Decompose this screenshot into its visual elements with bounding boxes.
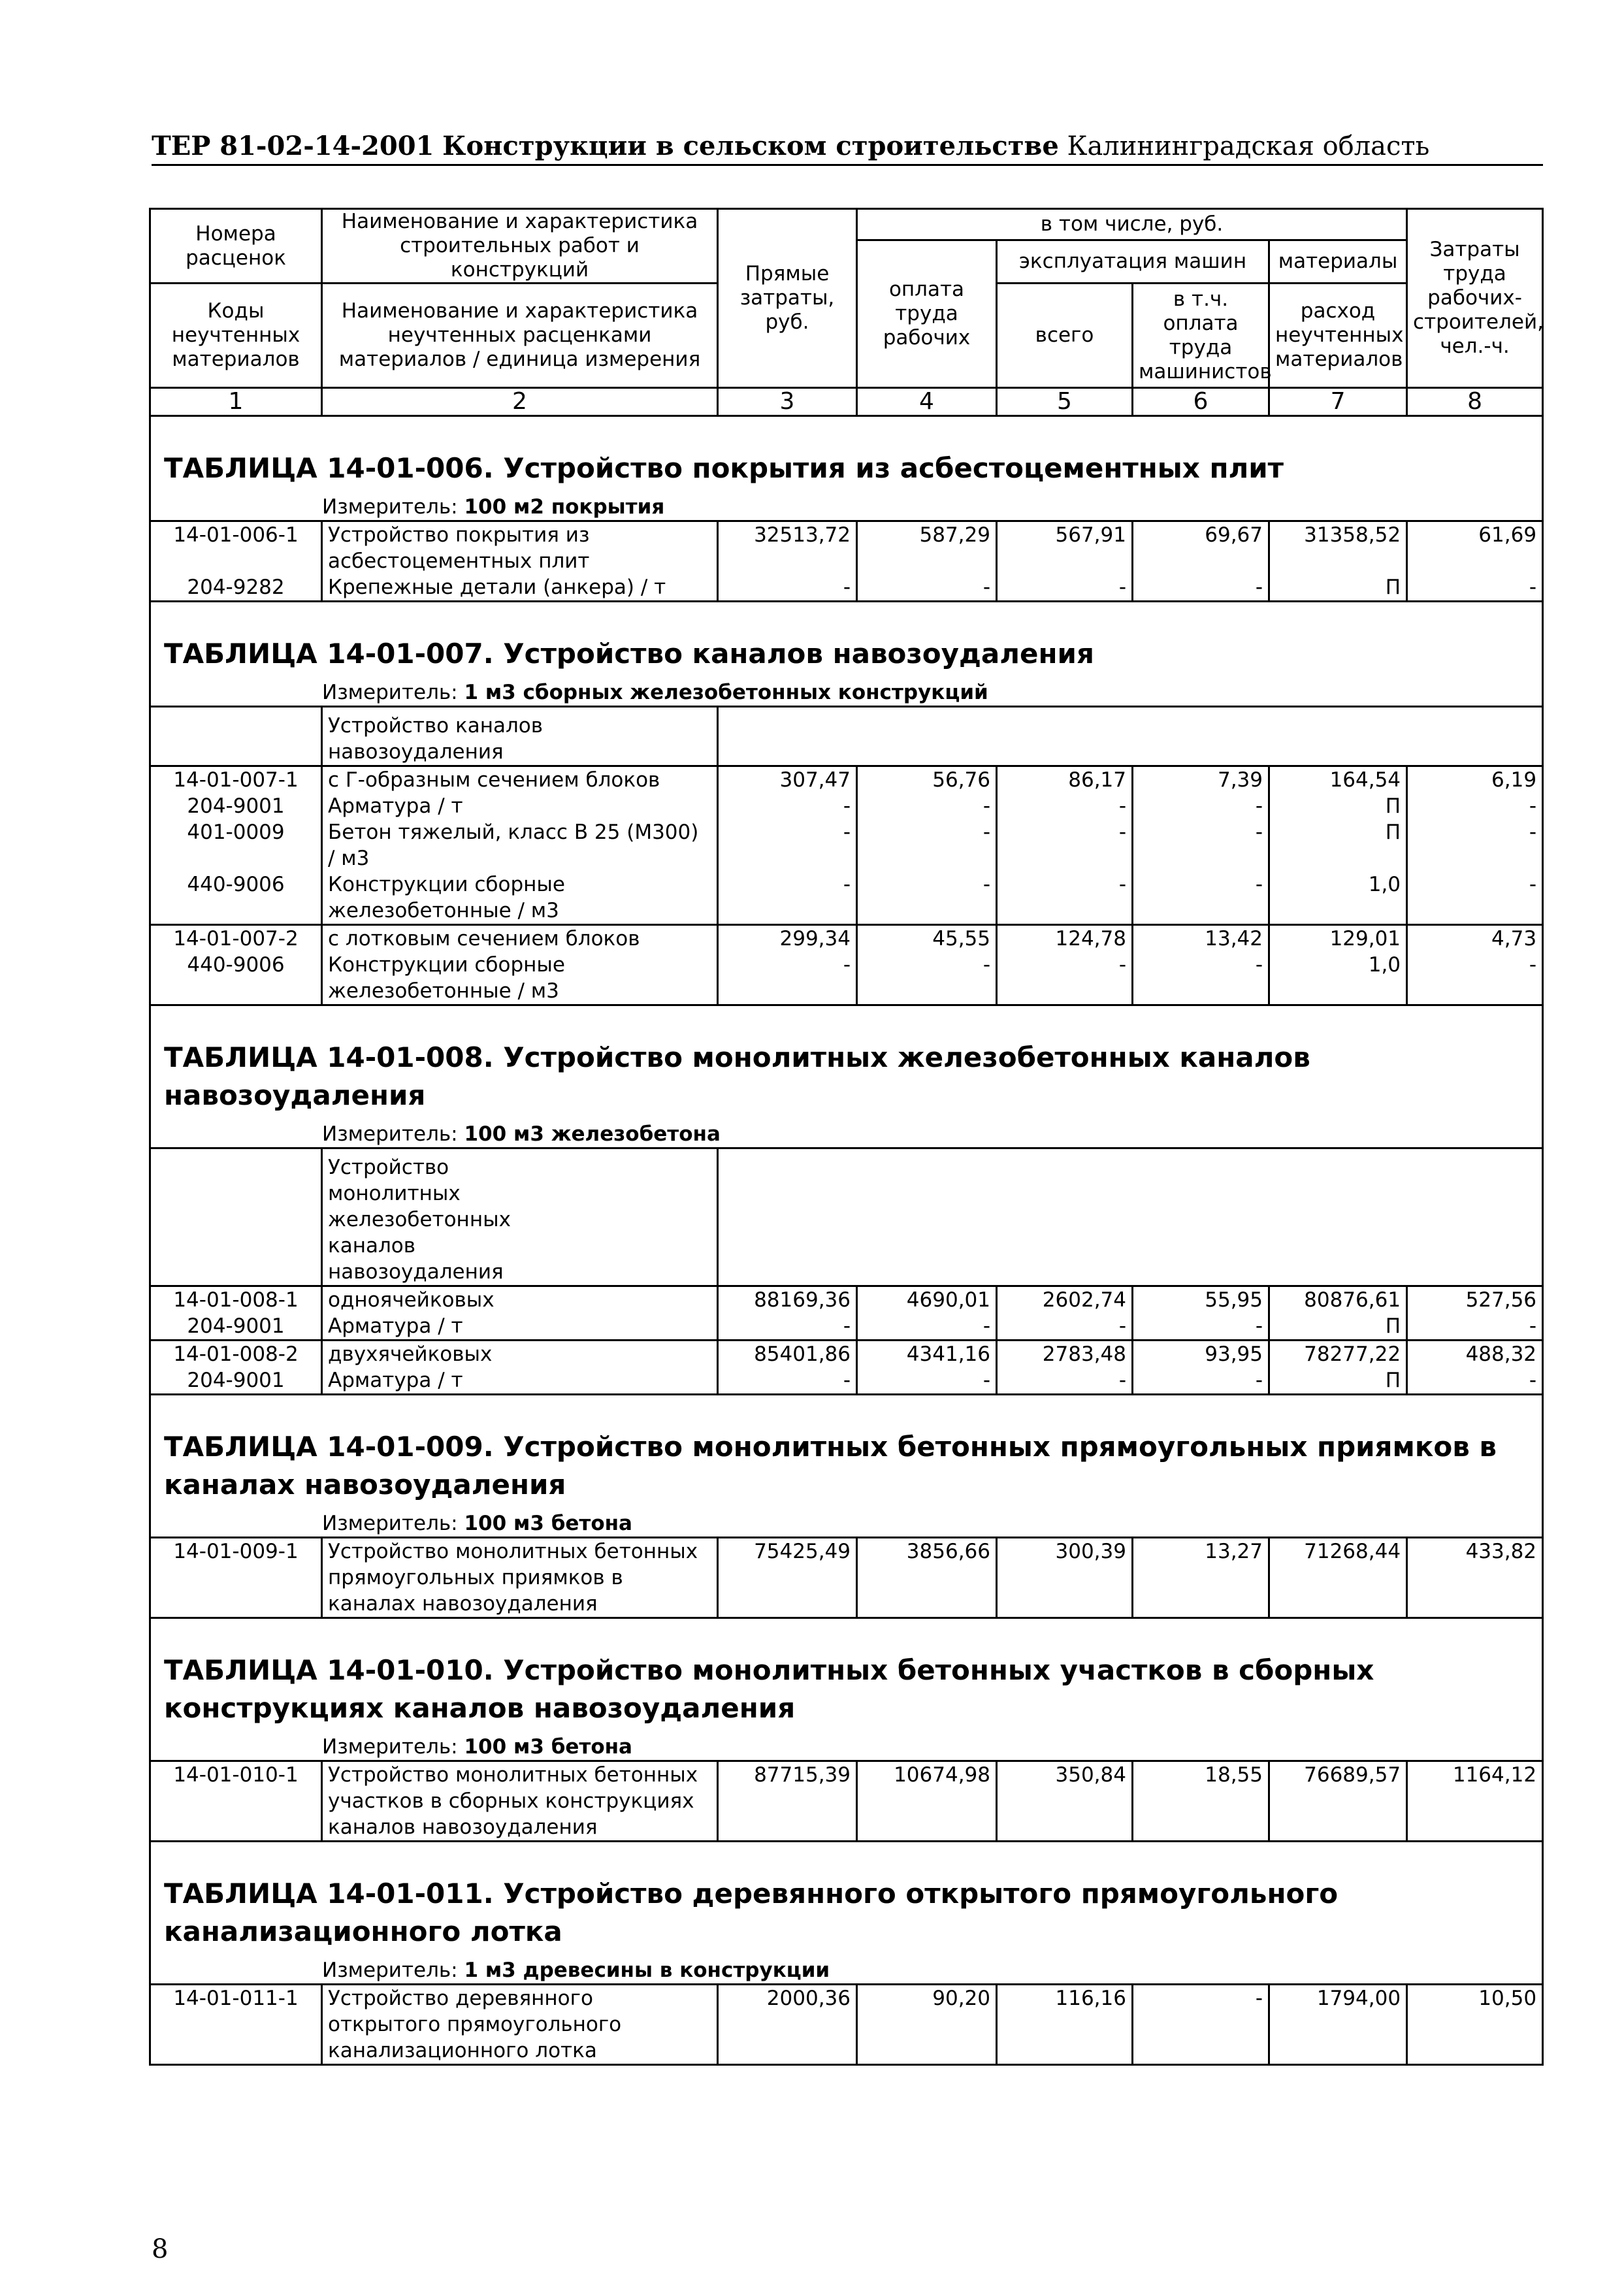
rate-code: 401-0009 (150, 819, 322, 871)
value-cell: 300,39 (997, 1538, 1133, 1618)
value-cell: 124,78 (997, 925, 1133, 952)
table-row (150, 574, 1543, 602)
value-cell: 93,95 (1133, 1341, 1269, 1368)
value-cell: - (1133, 793, 1269, 819)
group-label-row (150, 1148, 1543, 1286)
value-cell: 164,54 (1269, 766, 1407, 794)
value-cell: - (1133, 871, 1269, 925)
table-row (150, 1367, 1543, 1395)
value-cell: - (997, 819, 1133, 871)
value-cell: - (1407, 574, 1543, 602)
rates-table (149, 208, 1544, 2066)
table-row (150, 1313, 1543, 1341)
header-region: Калининградская область (1067, 131, 1430, 161)
measure-unit (150, 494, 1543, 521)
value-cell: - (718, 1367, 857, 1395)
measure-value: 100 м2 покрытия (464, 495, 665, 519)
column-number: 8 (1407, 388, 1543, 416)
measure-value: 100 м3 бетона (464, 1735, 632, 1759)
item-name: с лотковым сечением блоков (322, 925, 718, 952)
value-cell: 7,39 (1133, 766, 1269, 794)
value-cell: 69,67 (1133, 521, 1269, 575)
item-name: одноячейковых (322, 1286, 718, 1314)
value-cell: 85401,86 (718, 1341, 857, 1368)
value-cell: П (1269, 793, 1407, 819)
measure-label: Измеритель: (322, 1122, 458, 1146)
value-cell: 10674,98 (857, 1761, 997, 1842)
measure-row (150, 494, 1543, 521)
value-cell: 299,34 (718, 925, 857, 952)
col-header-material-name: Наименование и характеристика неучтенных расценками материалов / единица измерения (322, 284, 718, 388)
value-cell: 116,16 (997, 1985, 1133, 2065)
value-cell: - (857, 1367, 997, 1395)
measure-row (150, 1957, 1543, 1985)
col-header-direct-costs: Прямые затраты, руб. (718, 209, 857, 388)
value-cell: 1164,12 (1407, 1761, 1543, 1842)
empty-cell (718, 707, 1543, 766)
value-cell: П (1269, 574, 1407, 602)
value-cell: П (1269, 819, 1407, 871)
col-header-work-name: Наименование и характеристика строительных работ и конструкций (322, 209, 718, 284)
rate-code: 204-9001 (150, 1367, 322, 1395)
value-cell: - (857, 871, 997, 925)
table-title: ТАБЛИЦА 14-01-010. Устройство монолитных бетонных участков в сборных конструкциях каналов навозоудаления (150, 1618, 1543, 1734)
value-cell: 61,69 (1407, 521, 1543, 575)
rate-code: 204-9001 (150, 793, 322, 819)
table-title-row (150, 1842, 1543, 1958)
table-title-row (150, 416, 1543, 495)
measure-row (150, 1510, 1543, 1538)
item-name: с Г-образным сечением блоков (322, 766, 718, 794)
table-row (150, 925, 1543, 952)
rate-code: 14-01-011-1 (150, 1985, 322, 2065)
table-title: ТАБЛИЦА 14-01-011. Устройство деревянного открытого прямоугольного канализационного лотка (150, 1842, 1543, 1958)
value-cell: П (1269, 1367, 1407, 1395)
empty-cell (150, 707, 322, 766)
table-title: ТАБЛИЦА 14-01-009. Устройство монолитных бетонных прямоугольных приямков в каналах навозоудаления (150, 1395, 1543, 1511)
table-title-row (150, 1395, 1543, 1511)
value-cell: - (997, 871, 1133, 925)
value-cell: 6,19 (1407, 766, 1543, 794)
column-number: 3 (718, 388, 857, 416)
column-number: 7 (1269, 388, 1407, 416)
value-cell: 307,47 (718, 766, 857, 794)
measure-unit (150, 1121, 1543, 1148)
measure-label: Измеритель: (322, 681, 458, 704)
item-name: Устройство монолитных бетонных участков в сборных конструкциях каналов навозоудаления (322, 1761, 718, 1842)
rate-code: 440-9006 (150, 952, 322, 1005)
measure-value: 1 м3 сборных железобетонных конструкций (464, 681, 988, 704)
value-cell: 75425,49 (718, 1538, 857, 1618)
table-row (150, 766, 1543, 794)
empty-cell (150, 1148, 322, 1286)
value-cell: 4,73 (1407, 925, 1543, 952)
value-cell: 90,20 (857, 1985, 997, 2065)
table-row (150, 952, 1543, 1005)
value-cell: - (997, 1313, 1133, 1341)
group-label-row (150, 707, 1543, 766)
value-cell: 13,42 (1133, 925, 1269, 952)
measure-value: 100 м3 железобетона (464, 1122, 721, 1146)
col-header-materials: материалы (1269, 240, 1407, 284)
page-number: 8 (152, 2234, 169, 2264)
value-cell: 129,01 (1269, 925, 1407, 952)
table-title: ТАБЛИЦА 14-01-008. Устройство монолитных железобетонных каналов навозоудаления (150, 1005, 1543, 1122)
value-cell: - (1407, 1367, 1543, 1395)
value-cell: - (718, 871, 857, 925)
value-cell: 32513,72 (718, 521, 857, 575)
empty-cell (718, 1148, 1543, 1286)
measure-row (150, 1734, 1543, 1761)
item-name: Конструкции сборные железобетонные / м3 (322, 871, 718, 925)
item-name: Конструкции сборные железобетонные / м3 (322, 952, 718, 1005)
value-cell: 4341,16 (857, 1341, 997, 1368)
value-cell: - (1133, 819, 1269, 871)
table-row (150, 819, 1543, 871)
value-cell: 567,91 (997, 521, 1133, 575)
measure-label: Измеритель: (322, 495, 458, 519)
table-title-row (150, 1005, 1543, 1122)
item-name: Арматура / т (322, 1313, 718, 1341)
measure-row (150, 1121, 1543, 1148)
value-cell: - (718, 793, 857, 819)
item-name: Устройство деревянного открытого прямоугольного канализационного лотка (322, 1985, 718, 2065)
value-cell: - (718, 574, 857, 602)
item-name: Устройство покрытия из асбестоцементных плит (322, 521, 718, 575)
value-cell: - (1133, 1367, 1269, 1395)
value-cell: - (1133, 952, 1269, 1005)
value-cell: 18,55 (1133, 1761, 1269, 1842)
col-header-labor-hours: Затраты труда рабочих-строителей, чел.-ч. (1407, 209, 1543, 388)
rate-code: 14-01-008-2 (150, 1341, 322, 1368)
value-cell: - (718, 952, 857, 1005)
measure-label: Измеритель: (322, 1959, 458, 1982)
value-cell: - (1133, 1313, 1269, 1341)
table-title: ТАБЛИЦА 14-01-006. Устройство покрытия из асбестоцементных плит (150, 416, 1543, 495)
value-cell: - (857, 793, 997, 819)
col-header-material-consumption: расход неучтенных материалов (1269, 284, 1407, 388)
column-number: 4 (857, 388, 997, 416)
value-cell: 350,84 (997, 1761, 1133, 1842)
column-number: 2 (322, 388, 718, 416)
item-name: Крепежные детали (анкера) / т (322, 574, 718, 602)
value-cell: - (1133, 574, 1269, 602)
column-number: 6 (1133, 388, 1269, 416)
col-header-rate-numbers: Номера расценок (150, 209, 322, 284)
table-row (150, 521, 1543, 575)
item-name: Арматура / т (322, 793, 718, 819)
measure-value: 1 м3 древесины в конструкции (464, 1959, 830, 1982)
item-name: Устройство монолитных бетонных прямоугольных приямков в каналах навозоудаления (322, 1538, 718, 1618)
header-title: Конструкции в сельском строительстве (442, 131, 1059, 161)
value-cell: 488,32 (1407, 1341, 1543, 1368)
measure-unit (150, 1957, 1543, 1985)
column-numbers-row (150, 388, 1543, 416)
rate-code: 14-01-007-2 (150, 925, 322, 952)
value-cell: 88169,36 (718, 1286, 857, 1314)
value-cell: 1,0 (1269, 952, 1407, 1005)
rate-code: 204-9001 (150, 1313, 322, 1341)
rate-code: 14-01-006-1 (150, 521, 322, 575)
value-cell: 587,29 (857, 521, 997, 575)
value-cell: 4690,01 (857, 1286, 997, 1314)
value-cell: - (857, 1313, 997, 1341)
value-cell: 56,76 (857, 766, 997, 794)
value-cell: - (1133, 1985, 1269, 2065)
value-cell: 2000,36 (718, 1985, 857, 2065)
table-row (150, 793, 1543, 819)
item-name: Арматура / т (322, 1367, 718, 1395)
value-cell: 10,50 (1407, 1985, 1543, 2065)
table-row (150, 1286, 1543, 1314)
rate-code: 14-01-010-1 (150, 1761, 322, 1842)
value-cell: - (1407, 819, 1543, 871)
value-cell: - (997, 574, 1133, 602)
group-label: Устройство каналов навозоудаления (322, 707, 718, 766)
value-cell: 433,82 (1407, 1538, 1543, 1618)
table-title: ТАБЛИЦА 14-01-007. Устройство каналов навозоудаления (150, 602, 1543, 680)
value-cell: 13,27 (1133, 1538, 1269, 1618)
running-header (152, 131, 1543, 166)
value-cell: 1794,00 (1269, 1985, 1407, 2065)
rate-code: 204-9282 (150, 574, 322, 602)
rate-code: 14-01-007-1 (150, 766, 322, 794)
value-cell: - (997, 1367, 1133, 1395)
group-label: Устройство монолитных железобетонных каналов навозоудаления (322, 1148, 718, 1286)
value-cell: - (1407, 793, 1543, 819)
value-cell: - (857, 819, 997, 871)
value-cell: - (718, 819, 857, 871)
table-row (150, 1341, 1543, 1368)
value-cell: 80876,61 (1269, 1286, 1407, 1314)
value-cell: 2783,48 (997, 1341, 1133, 1368)
measure-value: 100 м3 бетона (464, 1512, 632, 1535)
table-row (150, 1761, 1543, 1842)
measure-row (150, 679, 1543, 707)
col-header-including: в том числе, руб. (857, 209, 1407, 240)
col-header-machines-total: всего (997, 284, 1133, 388)
value-cell: 87715,39 (718, 1761, 857, 1842)
value-cell: - (857, 574, 997, 602)
value-cell: - (1407, 871, 1543, 925)
value-cell: 527,56 (1407, 1286, 1543, 1314)
measure-label: Измеритель: (322, 1512, 458, 1535)
table-row (150, 871, 1543, 925)
column-number: 5 (997, 388, 1133, 416)
value-cell: 31358,52 (1269, 521, 1407, 575)
value-cell: 3856,66 (857, 1538, 997, 1618)
item-name: Бетон тяжелый, класс В 25 (М300) / м3 (322, 819, 718, 871)
col-header-machinist-pay: в т.ч. оплата труда машинистов (1133, 284, 1269, 388)
value-cell: - (997, 952, 1133, 1005)
measure-unit (150, 679, 1543, 707)
col-header-material-codes: Коды неучтенных материалов (150, 284, 322, 388)
col-header-worker-pay: оплата труда рабочих (857, 240, 997, 388)
value-cell: 78277,22 (1269, 1341, 1407, 1368)
value-cell: - (857, 952, 997, 1005)
value-cell: - (997, 793, 1133, 819)
value-cell: 1,0 (1269, 871, 1407, 925)
rate-code: 440-9006 (150, 871, 322, 925)
table-title-row (150, 1618, 1543, 1734)
header-code: ТЕР 81-02-14-2001 (152, 131, 434, 161)
table-title-row (150, 602, 1543, 680)
value-cell: 86,17 (997, 766, 1133, 794)
measure-label: Измеритель: (322, 1735, 458, 1759)
rate-code: 14-01-009-1 (150, 1538, 322, 1618)
table-row (150, 1985, 1543, 2065)
value-cell: 76689,57 (1269, 1761, 1407, 1842)
measure-unit (150, 1734, 1543, 1761)
value-cell: 45,55 (857, 925, 997, 952)
item-name: двухячейковых (322, 1341, 718, 1368)
col-header-machines: эксплуатация машин (997, 240, 1269, 284)
table-row (150, 1538, 1543, 1618)
column-number: 1 (150, 388, 322, 416)
value-cell: П (1269, 1313, 1407, 1341)
rate-code: 14-01-008-1 (150, 1286, 322, 1314)
value-cell: 2602,74 (997, 1286, 1133, 1314)
value-cell: 71268,44 (1269, 1538, 1407, 1618)
value-cell: - (1407, 1313, 1543, 1341)
value-cell: - (1407, 952, 1543, 1005)
value-cell: 55,95 (1133, 1286, 1269, 1314)
value-cell: - (718, 1313, 857, 1341)
measure-unit (150, 1510, 1543, 1538)
